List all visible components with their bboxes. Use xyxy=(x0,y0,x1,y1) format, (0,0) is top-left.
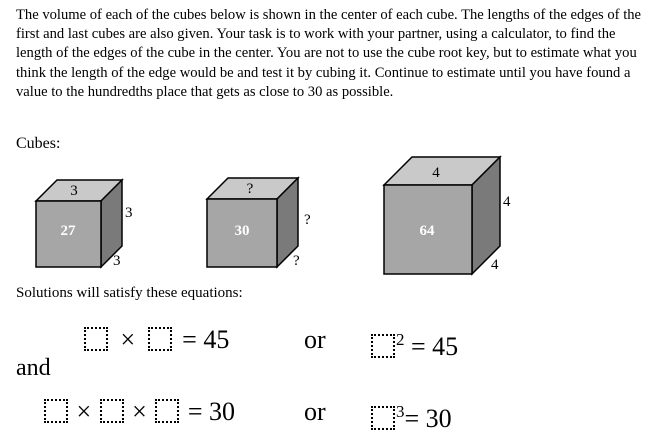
equation-rhs: = 45 xyxy=(411,332,459,361)
and-word: and xyxy=(16,355,51,381)
exponent: 2 xyxy=(396,330,405,349)
cube-64-top-edge: 4 xyxy=(432,165,440,181)
equation-square-45 xyxy=(371,325,458,362)
times-sign: × xyxy=(120,325,136,354)
equation-rhs: = 30 xyxy=(404,404,452,433)
cube-64-volume: 64 xyxy=(419,223,435,239)
solutions-label: Solutions will satisfy these equations: xyxy=(16,285,243,301)
answer-box[interactable] xyxy=(155,399,179,423)
cube-30-bottom-edge: ? xyxy=(293,253,300,269)
answer-box[interactable] xyxy=(84,327,108,351)
cube-64-side-edge: 4 xyxy=(503,194,511,210)
cube-30-side-edge: ? xyxy=(304,212,311,228)
or-word: or xyxy=(304,397,326,426)
cube-64-bottom-edge: 4 xyxy=(491,257,499,273)
times-sign: × xyxy=(76,397,92,426)
equation-product-30 xyxy=(44,397,235,427)
cube-27-side-edge: 3 xyxy=(125,205,133,221)
answer-box[interactable] xyxy=(44,399,68,423)
cube-30-volume: 30 xyxy=(234,223,250,239)
answer-box[interactable] xyxy=(100,399,124,423)
cube-27-volume: 27 xyxy=(60,223,76,239)
cube-27-top-edge: 3 xyxy=(70,183,78,199)
answer-box[interactable] xyxy=(371,334,395,358)
answer-box[interactable] xyxy=(371,406,395,430)
or-word: or xyxy=(304,325,326,354)
equation-rhs: = 30 xyxy=(187,397,236,426)
answer-box[interactable] xyxy=(148,327,172,351)
exponent: 3 xyxy=(396,402,405,421)
times-sign: × xyxy=(132,397,147,426)
cubes-label: Cubes: xyxy=(16,135,61,152)
cube-30-top-edge: ? xyxy=(246,181,254,197)
cube-27-bottom-edge: 3 xyxy=(113,253,121,269)
cube-27 xyxy=(36,180,133,269)
equation-rhs: = 45 xyxy=(182,325,230,354)
cube-64 xyxy=(384,157,511,274)
equation-cube-30 xyxy=(371,397,452,434)
instructions-paragraph: The volume of each of the cubes below is shown in the center of each cube. The lengths of the edges of the first and last cubes are also given. Your task is to work with your partner, using a calculator, to find the length of the edges of the cube in the center. You are not to use the cube root key, but to estimate what you think the length of the edge would be and test it by cubing it. Continue to estimate until you have found a value to the hundredths place that gets as close to 30 as possible. xyxy=(16,7,642,100)
equation-product-45 xyxy=(84,325,229,355)
cube-30 xyxy=(207,178,311,269)
